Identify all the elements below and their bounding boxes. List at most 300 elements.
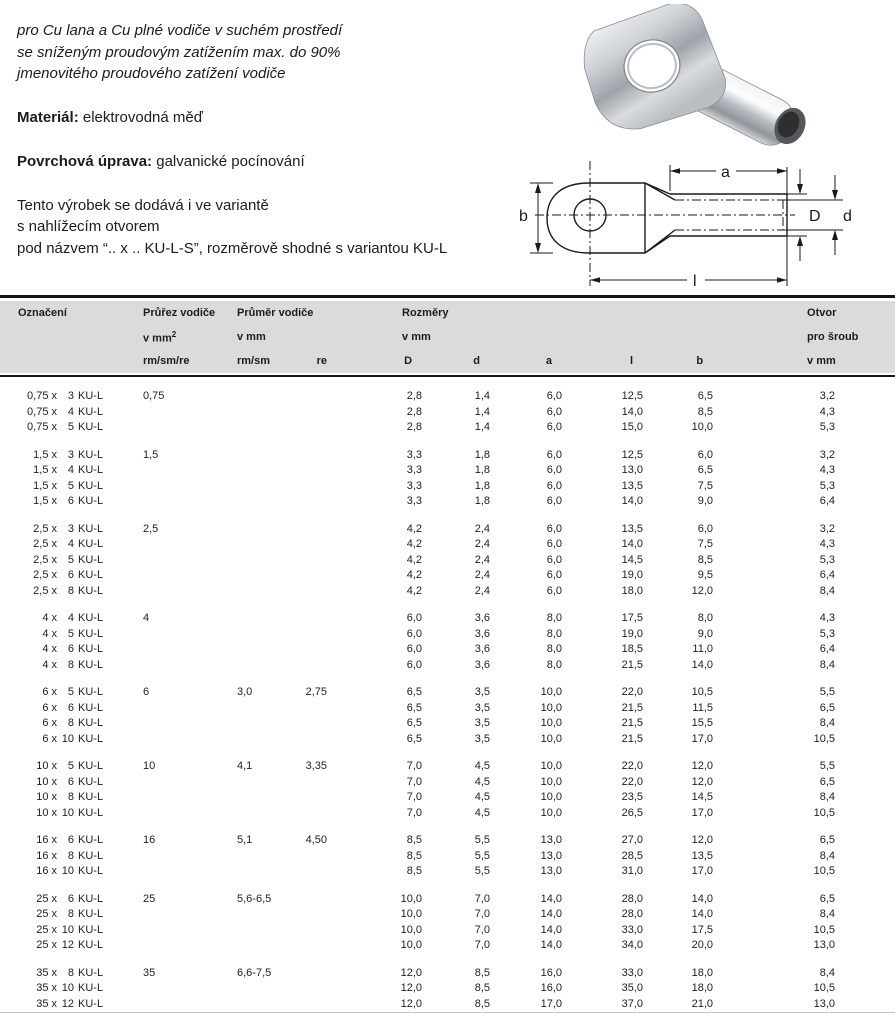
cell-value: 14,0 [621, 405, 643, 418]
cell-value: 6,0 [697, 448, 713, 461]
cell-designation [0, 907, 143, 923]
cell-value: 5,5 [474, 834, 490, 847]
table-row [0, 537, 895, 553]
designation-size: 25 x [36, 939, 57, 952]
cell-value: 10,0 [540, 717, 562, 730]
cell-value: 5,3 [819, 627, 835, 640]
cell-designation [0, 981, 143, 997]
cell-value: 2,8 [406, 390, 422, 403]
cell-value [300, 701, 330, 717]
cell-value [300, 611, 330, 627]
cell-value [143, 420, 237, 436]
designation-number: 4 [67, 612, 74, 625]
cell-designation [0, 420, 143, 436]
cell-value: 10,5 [813, 923, 835, 936]
cell-value [300, 849, 330, 865]
cell-value: 8,0 [697, 612, 713, 625]
designation-type: KU-L [78, 643, 104, 656]
cell-designation [0, 494, 143, 510]
table-row [0, 732, 895, 748]
cell-designation [0, 732, 143, 748]
cell-value: 23,5 [621, 791, 643, 804]
designation-type: KU-L [78, 701, 104, 714]
header-prumer: Průměr vodiče [237, 307, 314, 319]
cell-value [143, 732, 237, 748]
designation-number: 10 [61, 732, 74, 745]
dim-label-D: D [809, 208, 821, 225]
cell-value: 16 [143, 834, 156, 847]
designation-type: KU-L [78, 760, 104, 773]
cell-value [300, 584, 330, 600]
cell-value: 8,0 [546, 658, 562, 671]
cell-value: 5,3 [819, 421, 835, 434]
cell-value: 1,8 [474, 495, 490, 508]
cell-value: 10,0 [540, 701, 562, 714]
cell-value: 6,0 [697, 522, 713, 535]
cell-value: 7,0 [474, 939, 490, 952]
header-rm-sm: rm/sm [237, 355, 271, 367]
header-prumer-unit: v mm [237, 331, 266, 343]
cell-value [237, 568, 300, 584]
header-a: a [545, 355, 553, 367]
table-row [0, 701, 895, 717]
designation-type: KU-L [78, 390, 104, 403]
designation-size: 0,75 x [27, 405, 57, 418]
cell-value: 13,5 [691, 849, 713, 862]
designation-size: 1,5 x [33, 448, 57, 461]
cell-value: 8,0 [546, 612, 562, 625]
cell-value: 4,3 [819, 464, 835, 477]
cell-designation [0, 701, 143, 717]
header-D: D [404, 355, 413, 367]
cell-value [300, 732, 330, 748]
table-row [0, 685, 895, 701]
designation-number: 5 [67, 479, 74, 492]
cell-value: 6,5 [697, 390, 713, 403]
cell-value: 10,0 [540, 760, 562, 773]
designation-number: 3 [67, 448, 74, 461]
dim-label-b: b [519, 208, 528, 225]
cell-value: 5,5 [819, 760, 835, 773]
surface-value: galvanické pocínování [152, 153, 305, 170]
cell-value: 6,0 [546, 421, 562, 434]
table-row [0, 849, 895, 865]
cell-designation [0, 642, 143, 658]
cell-value: 7,0 [474, 892, 490, 905]
table-row [0, 790, 895, 806]
designation-number: 12 [61, 997, 74, 1010]
cell-value: 4,5 [474, 806, 490, 819]
cell-value [143, 938, 237, 954]
cell-value: 2,4 [474, 522, 490, 535]
header-d: d [473, 355, 481, 367]
cell-value: 17,0 [691, 806, 713, 819]
table-row [0, 892, 895, 908]
cell-value: 7,0 [406, 775, 422, 788]
cell-value: 6,5 [819, 892, 835, 905]
cell-value [300, 448, 330, 464]
cell-value: 6,5 [406, 701, 422, 714]
group-gap [0, 510, 895, 522]
cell-value [237, 553, 300, 569]
cell-designation [0, 997, 143, 1013]
cell-value [143, 642, 237, 658]
usage-line: se sníženým proudovým zatížením max. do 90% [17, 43, 341, 61]
cell-value: 6,0 [546, 569, 562, 582]
cell-value [300, 997, 330, 1013]
designation-number: 3 [67, 390, 74, 403]
designation-type: KU-L [78, 908, 104, 921]
designation-size: 4 x [42, 627, 57, 640]
cell-value [143, 997, 237, 1013]
cell-value: 4,2 [406, 538, 422, 551]
cell-value: 2,4 [474, 584, 490, 597]
cell-value: 3,2 [819, 390, 835, 403]
designation-number: 6 [67, 701, 74, 714]
cell-designation [0, 790, 143, 806]
table-row [0, 806, 895, 822]
designation-size: 25 x [36, 908, 57, 921]
cell-value: 10,0 [691, 421, 713, 434]
cell-value [143, 806, 237, 822]
cell-value: 6,6-7,5 [237, 966, 272, 979]
cell-designation [0, 389, 143, 405]
table-row [0, 627, 895, 643]
designation-size: 16 x [36, 865, 57, 878]
cell-designation [0, 658, 143, 674]
designation-size: 35 x [36, 982, 57, 995]
cell-value: 6,0 [546, 479, 562, 492]
table-row [0, 479, 895, 495]
cell-designation [0, 833, 143, 849]
cell-value: 13,0 [540, 849, 562, 862]
cell-value [237, 448, 300, 464]
cell-value: 10,0 [400, 939, 422, 952]
cell-value: 10,0 [400, 908, 422, 921]
cell-value: 12,0 [691, 584, 713, 597]
cell-value: 1,4 [474, 405, 490, 418]
cell-value: 12,0 [691, 760, 713, 773]
table-row [0, 405, 895, 421]
cell-value: 10,5 [813, 865, 835, 878]
designation-size: 10 x [36, 775, 57, 788]
cell-value: 10,0 [540, 775, 562, 788]
cell-value: 6,0 [546, 522, 562, 535]
cell-value: 14,0 [691, 658, 713, 671]
cell-value [300, 522, 330, 538]
cell-value [143, 537, 237, 553]
intro-block [17, 20, 517, 259]
cell-value: 12,5 [621, 390, 643, 403]
cell-value: 12,0 [691, 775, 713, 788]
table-row [0, 584, 895, 600]
cell-value: 16,0 [540, 966, 562, 979]
cell-value [143, 864, 237, 880]
cell-value: 13,0 [540, 834, 562, 847]
group-gap [0, 377, 895, 389]
cell-value: 10,0 [400, 892, 422, 905]
cell-value [300, 553, 330, 569]
cell-value [237, 405, 300, 421]
cell-designation [0, 627, 143, 643]
cell-value: 13,0 [813, 939, 835, 952]
designation-type: KU-L [78, 849, 104, 862]
designation-type: KU-L [78, 464, 104, 477]
cell-value: 8,5 [474, 982, 490, 995]
header-rozmery-unit: v mm [402, 331, 431, 343]
cell-value: 5,5 [819, 686, 835, 699]
cell-value [237, 923, 300, 939]
table-row [0, 448, 895, 464]
cell-value: 6,0 [546, 405, 562, 418]
cell-value: 8,4 [819, 791, 835, 804]
cell-value [300, 923, 330, 939]
designation-size: 6 x [42, 717, 57, 730]
cell-value: 3,0 [237, 686, 253, 699]
cell-value: 13,5 [621, 479, 643, 492]
surface-line [17, 151, 517, 173]
cell-value: 10,5 [813, 982, 835, 995]
cell-value [237, 997, 300, 1013]
designation-size: 1,5 x [33, 495, 57, 508]
cell-value: 10,5 [813, 806, 835, 819]
dim-label-a: a [721, 164, 730, 181]
cell-value: 11,5 [692, 701, 713, 714]
cell-value: 4,50 [305, 834, 327, 847]
cell-value [143, 479, 237, 495]
designation-number: 6 [67, 775, 74, 788]
cell-value: 20,0 [691, 939, 713, 952]
cell-value: 4,5 [474, 791, 490, 804]
cell-value [300, 775, 330, 791]
cell-value: 6,0 [546, 553, 562, 566]
designation-type: KU-L [78, 538, 104, 551]
designation-size: 10 x [36, 791, 57, 804]
cell-value: 25 [143, 892, 156, 905]
group-gap [0, 673, 895, 685]
cell-value [143, 790, 237, 806]
designation-number: 12 [61, 939, 74, 952]
cell-value: 7,0 [406, 806, 422, 819]
cell-value: 5,1 [237, 834, 253, 847]
cell-value [237, 479, 300, 495]
cell-value: 1,8 [474, 479, 490, 492]
cell-value: 3,6 [474, 643, 490, 656]
designation-size: 35 x [36, 966, 57, 979]
cell-value [237, 627, 300, 643]
cell-value: 35 [143, 966, 156, 979]
designation-size: 10 x [36, 806, 57, 819]
cell-value: 4 [143, 612, 150, 625]
cell-value: 4,2 [406, 522, 422, 535]
cell-value: 6,4 [819, 495, 835, 508]
cell-value: 3,2 [819, 448, 835, 461]
cell-value: 12,0 [400, 997, 422, 1010]
cell-value: 8,5 [697, 405, 713, 418]
cell-value [143, 849, 237, 865]
cell-value: 27,0 [621, 834, 643, 847]
cell-value [237, 938, 300, 954]
cell-value: 31,0 [621, 865, 643, 878]
cell-value: 14,0 [621, 495, 643, 508]
table-row [0, 997, 895, 1013]
designation-size: 4 x [42, 643, 57, 656]
designation-number: 10 [61, 865, 74, 878]
cell-value: 1,8 [474, 448, 490, 461]
cell-value [300, 806, 330, 822]
designation-number: 8 [67, 658, 74, 671]
cell-value: 3,35 [305, 760, 327, 773]
cell-value: 2,8 [406, 405, 422, 418]
designation-type: KU-L [78, 448, 104, 461]
cell-value: 14,0 [540, 908, 562, 921]
cell-designation [0, 522, 143, 538]
cell-value: 0,75 [143, 390, 165, 403]
header-otvor: Otvor [807, 307, 837, 319]
designation-size: 2,5 x [33, 584, 57, 597]
designation-type: KU-L [78, 405, 104, 418]
cell-value: 14,0 [691, 908, 713, 921]
cell-value: 10,0 [540, 791, 562, 804]
cell-value: 5,3 [819, 553, 835, 566]
dimension-drawing [503, 153, 893, 295]
cell-value: 2,4 [474, 569, 490, 582]
cell-designation [0, 405, 143, 421]
designation-number: 10 [61, 982, 74, 995]
cell-value: 33,0 [621, 966, 643, 979]
header-re: re [316, 355, 328, 367]
designation-number: 6 [67, 569, 74, 582]
designation-type: KU-L [78, 791, 104, 804]
surface-label: Povrchová úprava: [17, 153, 153, 170]
cell-value: 3,6 [474, 612, 490, 625]
cell-value: 21,5 [621, 732, 643, 745]
cell-value: 8,4 [819, 908, 835, 921]
cell-value: 18,0 [691, 982, 713, 995]
cell-value: 6,0 [546, 584, 562, 597]
cell-value: 3,5 [474, 717, 490, 730]
cell-value [143, 775, 237, 791]
cell-value [237, 716, 300, 732]
designation-number: 10 [61, 923, 74, 936]
cell-value: 3,3 [406, 479, 422, 492]
cell-value [143, 907, 237, 923]
designation-number: 8 [67, 584, 74, 597]
cell-value: 6,0 [406, 612, 422, 625]
cell-value [300, 537, 330, 553]
designation-size: 6 x [42, 732, 57, 745]
cell-value: 6,0 [546, 448, 562, 461]
cell-value: 7,5 [697, 538, 713, 551]
cell-value: 4,5 [474, 760, 490, 773]
designation-type: KU-L [78, 522, 104, 535]
cell-value: 4,2 [406, 584, 422, 597]
cell-value [237, 732, 300, 748]
cell-value: 14,0 [540, 923, 562, 936]
cell-value: 8,5 [406, 865, 422, 878]
cell-value [143, 584, 237, 600]
cell-value: 1,5 [143, 448, 159, 461]
table-row [0, 833, 895, 849]
cell-value: 6,5 [406, 732, 422, 745]
cell-value: 4,2 [406, 569, 422, 582]
group-gap [0, 821, 895, 833]
cell-designation [0, 759, 143, 775]
cell-value: 7,0 [474, 923, 490, 936]
cell-value: 8,4 [819, 584, 835, 597]
cell-value [300, 907, 330, 923]
cell-value: 5,5 [474, 849, 490, 862]
designation-number: 6 [67, 892, 74, 905]
cell-value: 21,5 [621, 658, 643, 671]
cell-designation [0, 806, 143, 822]
cell-value: 8,0 [546, 627, 562, 640]
designation-size: 0,75 x [27, 390, 57, 403]
cell-value [300, 479, 330, 495]
cell-value: 26,5 [621, 806, 643, 819]
cell-value: 14,0 [540, 939, 562, 952]
designation-size: 10 x [36, 760, 57, 773]
cell-value: 4,5 [474, 775, 490, 788]
cell-value [143, 923, 237, 939]
cell-value: 4,3 [819, 405, 835, 418]
designation-size: 25 x [36, 892, 57, 905]
cell-value [237, 494, 300, 510]
cell-value [300, 966, 330, 982]
cell-value: 4,3 [819, 612, 835, 625]
table-header-band [0, 301, 895, 373]
cell-designation [0, 479, 143, 495]
cell-value [143, 463, 237, 479]
cell-value [237, 389, 300, 405]
cell-value [143, 716, 237, 732]
cell-value: 22,0 [621, 686, 643, 699]
cell-value: 35,0 [621, 982, 643, 995]
variant-line: pod názvem “.. x .. KU-L-S”, rozměrově shodné s variantou KU-L [17, 239, 448, 257]
designation-type: KU-L [78, 834, 104, 847]
cell-value: 10,0 [400, 923, 422, 936]
designation-number: 5 [67, 627, 74, 640]
cell-value: 10,5 [691, 686, 713, 699]
designation-number: 6 [67, 834, 74, 847]
designation-number: 6 [67, 495, 74, 508]
cell-value: 6,5 [406, 717, 422, 730]
cell-designation [0, 463, 143, 479]
cell-value [300, 420, 330, 436]
cable-lug-photo [552, 4, 844, 152]
cell-designation [0, 966, 143, 982]
group-gap [0, 436, 895, 448]
designation-number: 8 [67, 908, 74, 921]
cell-value: 28,0 [621, 892, 643, 905]
dim-label-d: d [843, 208, 852, 225]
cell-value [300, 716, 330, 732]
cell-value: 3,5 [474, 701, 490, 714]
header-rm-sm-re: rm/sm/re [143, 355, 190, 367]
material-label: Materiál: [17, 108, 79, 126]
table-row [0, 759, 895, 775]
cell-value [143, 627, 237, 643]
table-row [0, 463, 895, 479]
cell-value: 5,6-6,5 [237, 892, 272, 905]
cell-value: 9,5 [697, 569, 713, 582]
cell-value: 6 [143, 686, 150, 699]
cell-value: 7,0 [474, 908, 490, 921]
designation-type: KU-L [78, 717, 104, 730]
designation-type: KU-L [78, 627, 104, 640]
designation-type: KU-L [78, 479, 104, 492]
designation-number: 10 [61, 806, 74, 819]
